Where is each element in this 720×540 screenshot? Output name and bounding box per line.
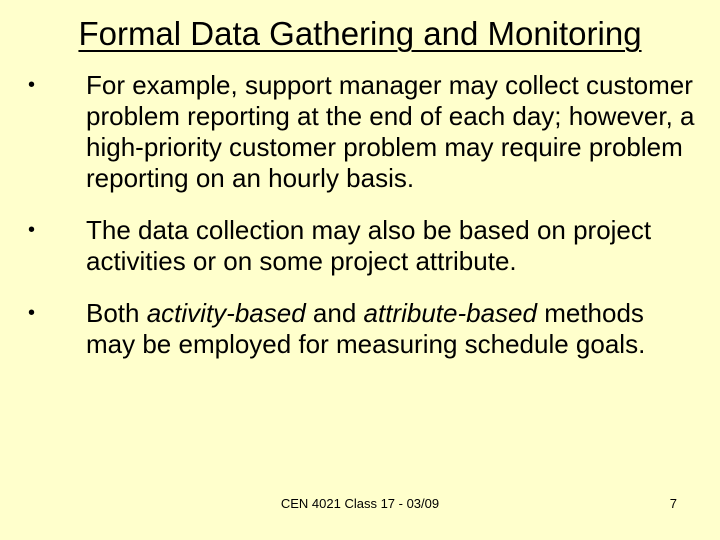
- bullet-item-3: [28, 298, 698, 360]
- bullet-marker: •: [28, 219, 36, 241]
- bullet-text-3-emphasis-2: attribute-based: [363, 298, 537, 328]
- bullet-text-3-part-2: and: [305, 298, 364, 328]
- slide-footer: CEN 4021 Class 17 - 03/09: [280, 496, 440, 511]
- bullet-text-3-emphasis-1: activity-based: [146, 298, 306, 328]
- bullet-item-2: [28, 215, 698, 277]
- slide-title-text: Formal Data Gathering and Monitoring: [78, 15, 642, 52]
- bullet-text-3-part-1: Both: [86, 298, 147, 328]
- bullet-marker: •: [28, 74, 36, 96]
- bullet-item-1: [28, 70, 698, 194]
- bullet-list: [28, 70, 698, 381]
- bullet-marker: •: [28, 302, 36, 324]
- page-number: 7: [669, 496, 677, 511]
- bullet-text-1: For example, support manager may collect customer problem reporting at the end of each day; however, a high-priority customer problem may require problem reporting on an hourly basis.: [86, 70, 695, 193]
- bullet-text-2: The data collection may also be based on project activities or on some project attribute.: [86, 215, 652, 276]
- bullet-text-3-part-3: methods may be employed for measuring schedule goals.: [86, 298, 646, 359]
- slide-title: [0, 12, 720, 56]
